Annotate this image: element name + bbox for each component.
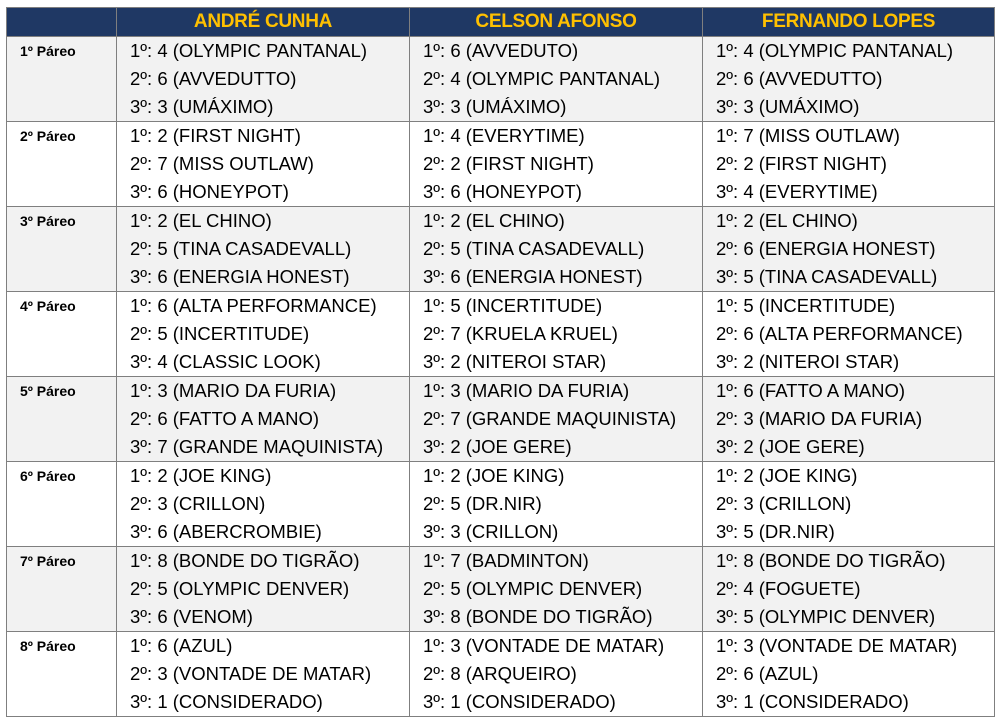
pick-line: 1º: 3 (VONTADE DE MATAR) [716,635,958,656]
pick-line: 2º: 3 (MARIO DA FURIA) [716,408,923,429]
pick-line: 1º: 4 (OLYMPIC PANTANAL) [716,40,954,61]
table-row [7,122,995,207]
picks-cell-andre-cunha [117,37,410,122]
pick-line: 2º: 6 (FATTO A MANO) [130,408,320,429]
pick-line: 3º: 2 (JOE GERE) [423,436,572,457]
pick-line: 2º: 2 (FIRST NIGHT) [716,153,887,174]
pick-line: 1º: 6 (FATTO A MANO) [716,380,906,401]
pick-line: 2º: 4 (FOGUETE) [716,578,861,599]
pick-line: 3º: 3 (CRILLON) [423,521,559,542]
pick-line: 1º: 2 (EL CHINO) [130,210,272,231]
picks-cell-fernando-lopes [703,632,995,717]
pick-line: 2º: 3 (CRILLON) [716,493,852,514]
pick-line: 3º: 6 (ABERCROMBIE) [130,521,322,542]
pick-line: 1º: 2 (EL CHINO) [423,210,565,231]
pick-line: 3º: 4 (CLASSIC LOOK) [130,351,321,372]
picks-cell-fernando-lopes [703,207,995,292]
pick-line: 1º: 8 (BONDE DO TIGRÃO) [716,550,946,571]
pick-line: 1º: 4 (OLYMPIC PANTANAL) [130,40,368,61]
picks-cell-celson-afonso [410,207,703,292]
pick-line: 3º: 3 (UMÁXIMO) [130,96,274,117]
pick-line: 2º: 4 (OLYMPIC PANTANAL) [423,68,661,89]
pick-line: 2º: 7 (GRANDE MAQUINISTA) [423,408,677,429]
pick-line: 2º: 5 (INCERTITUDE) [130,323,310,344]
pick-line: 2º: 6 (AZUL) [716,663,819,684]
pick-line: 1º: 3 (VONTADE DE MATAR) [423,635,665,656]
header-tipster-fernando-lopes: FERNANDO LOPES [703,8,995,37]
picks-cell-andre-cunha [117,462,410,547]
pick-line: 1º: 6 (ALTA PERFORMANCE) [130,295,377,316]
picks-cell-andre-cunha [117,292,410,377]
header-tipster-andre-cunha: ANDRÉ CUNHA [117,8,410,37]
pick-line: 1º: 5 (INCERTITUDE) [423,295,603,316]
pick-line: 1º: 6 (AVVEDUTO) [423,40,579,61]
picks-cell-fernando-lopes [703,292,995,377]
pick-line: 1º: 2 (JOE KING) [423,465,565,486]
pick-line: 2º: 5 (DR.NIR) [423,493,542,514]
pick-line: 3º: 4 (EVERYTIME) [716,181,878,202]
picks-cell-celson-afonso [410,122,703,207]
pick-line: 3º: 2 (JOE GERE) [716,436,865,457]
picks-cell-andre-cunha [117,122,410,207]
table-row [7,462,995,547]
pick-line: 3º: 1 (CONSIDERADO) [130,691,323,712]
pick-line: 2º: 6 (ENERGIA HONEST) [716,238,936,259]
race-label: 7º Páreo [7,547,117,632]
table-row [7,547,995,632]
pick-line: 3º: 3 (UMÁXIMO) [423,96,567,117]
race-label: 3º Páreo [7,207,117,292]
table-row [7,37,995,122]
picks-cell-celson-afonso [410,377,703,462]
picks-cell-celson-afonso [410,292,703,377]
pick-line: 1º: 3 (MARIO DA FURIA) [130,380,337,401]
header-corner [7,8,117,37]
table-row [7,632,995,717]
pick-line: 2º: 7 (KRUELA KRUEL) [423,323,618,344]
header-row [7,8,995,37]
pick-line: 3º: 1 (CONSIDERADO) [423,691,616,712]
picks-table-container [6,7,995,717]
race-label: 6º Páreo [7,462,117,547]
pick-line: 2º: 3 (VONTADE DE MATAR) [130,663,372,684]
picks-cell-andre-cunha [117,207,410,292]
pick-line: 3º: 3 (UMÁXIMO) [716,96,860,117]
pick-line: 1º: 2 (JOE KING) [130,465,272,486]
pick-line: 1º: 6 (AZUL) [130,635,233,656]
pick-line: 2º: 5 (TINA CASADEVALL) [130,238,352,259]
pick-line: 1º: 8 (BONDE DO TIGRÃO) [130,550,360,571]
pick-line: 3º: 6 (HONEYPOT) [423,181,582,202]
pick-line: 3º: 7 (GRANDE MAQUINISTA) [130,436,384,457]
picks-cell-andre-cunha [117,377,410,462]
pick-line: 2º: 7 (MISS OUTLAW) [130,153,314,174]
pick-line: 2º: 5 (OLYMPIC DENVER) [423,578,643,599]
race-label: 2º Páreo [7,122,117,207]
pick-line: 3º: 5 (DR.NIR) [716,521,835,542]
pick-line: 1º: 3 (MARIO DA FURIA) [423,380,630,401]
pick-line: 2º: 6 (AVVEDUTTO) [130,68,297,89]
pick-line: 2º: 6 (ALTA PERFORMANCE) [716,323,963,344]
pick-line: 2º: 2 (FIRST NIGHT) [423,153,594,174]
picks-cell-andre-cunha [117,632,410,717]
picks-cell-fernando-lopes [703,122,995,207]
picks-cell-celson-afonso [410,547,703,632]
pick-line: 3º: 6 (HONEYPOT) [130,181,289,202]
pick-line: 3º: 8 (BONDE DO TIGRÃO) [423,606,653,627]
pick-line: 1º: 2 (FIRST NIGHT) [130,125,301,146]
picks-cell-fernando-lopes [703,377,995,462]
pick-line: 1º: 4 (EVERYTIME) [423,125,585,146]
pick-line: 3º: 6 (ENERGIA HONEST) [130,266,350,287]
pick-line: 3º: 5 (OLYMPIC DENVER) [716,606,936,627]
pick-line: 2º: 8 (ARQUEIRO) [423,663,577,684]
picks-cell-fernando-lopes [703,547,995,632]
pick-line: 3º: 2 (NITEROI STAR) [716,351,900,372]
pick-line: 1º: 2 (JOE KING) [716,465,858,486]
pick-line: 3º: 5 (TINA CASADEVALL) [716,266,938,287]
picks-cell-fernando-lopes [703,37,995,122]
table-row [7,377,995,462]
pick-line: 2º: 5 (OLYMPIC DENVER) [130,578,350,599]
pick-line: 3º: 2 (NITEROI STAR) [423,351,607,372]
race-label: 8º Páreo [7,632,117,717]
pick-line: 2º: 5 (TINA CASADEVALL) [423,238,645,259]
pick-line: 3º: 1 (CONSIDERADO) [716,691,909,712]
header-tipster-celson-afonso: CELSON AFONSO [410,8,703,37]
picks-cell-fernando-lopes [703,462,995,547]
pick-line: 3º: 6 (VENOM) [130,606,253,627]
pick-line: 1º: 7 (BADMINTON) [423,550,589,571]
pick-line: 1º: 2 (EL CHINO) [716,210,858,231]
picks-cell-celson-afonso [410,37,703,122]
pick-line: 1º: 7 (MISS OUTLAW) [716,125,900,146]
picks-cell-celson-afonso [410,632,703,717]
pick-line: 2º: 6 (AVVEDUTTO) [716,68,883,89]
race-label: 4º Páreo [7,292,117,377]
table-row [7,292,995,377]
pick-line: 1º: 5 (INCERTITUDE) [716,295,896,316]
race-label: 1º Páreo [7,37,117,122]
picks-cell-celson-afonso [410,462,703,547]
picks-cell-andre-cunha [117,547,410,632]
table-row [7,207,995,292]
pick-line: 2º: 3 (CRILLON) [130,493,266,514]
pick-line: 3º: 6 (ENERGIA HONEST) [423,266,643,287]
race-label: 5º Páreo [7,377,117,462]
picks-table [6,7,995,717]
